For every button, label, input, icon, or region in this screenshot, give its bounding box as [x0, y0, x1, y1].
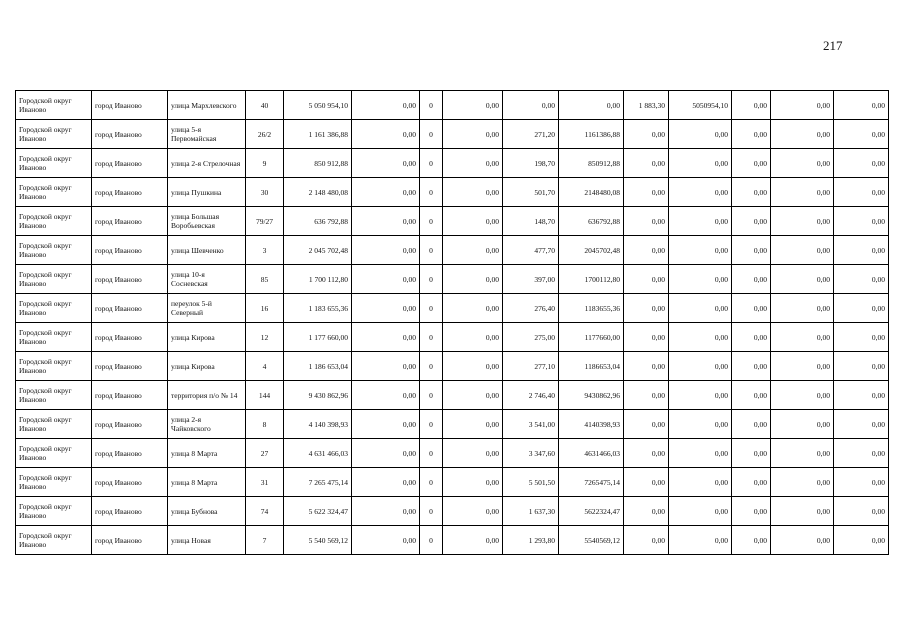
municipality-cell: Городской округ Иваново	[16, 468, 92, 497]
value-cell: 0,00	[771, 439, 834, 468]
settlement-cell: город Иваново	[92, 526, 168, 555]
value-cell: 0,00	[352, 410, 420, 439]
cost-cell: 0,00	[669, 323, 732, 352]
table-row	[16, 149, 889, 178]
value-cell: 0,00	[771, 410, 834, 439]
house-number-cell: 9	[246, 149, 284, 178]
municipality-cell: Городской округ Иваново	[16, 294, 92, 323]
value-cell: 0,00	[834, 468, 889, 497]
house-number-cell: 74	[246, 497, 284, 526]
value-cell: 0,00	[732, 468, 771, 497]
table-row	[16, 207, 889, 236]
table-row	[16, 468, 889, 497]
area-cell: 0,00	[624, 323, 669, 352]
table-row	[16, 352, 889, 381]
page-number: 217	[823, 38, 843, 53]
house-number-cell: 7	[246, 526, 284, 555]
value-cell: 0,00	[443, 294, 503, 323]
value-cell: 0,00	[352, 236, 420, 265]
area-cell: 0,00	[624, 294, 669, 323]
house-number-cell: 8	[246, 410, 284, 439]
area-cell: 477,70	[503, 236, 559, 265]
count-cell: 0	[420, 352, 443, 381]
value-cell: 0,00	[443, 323, 503, 352]
count-cell: 0	[420, 468, 443, 497]
value-cell: 0,00	[352, 265, 420, 294]
count-cell: 0	[420, 381, 443, 410]
municipality-cell: Городской округ Иваново	[16, 526, 92, 555]
cost-cell: 5050954,10	[669, 91, 732, 120]
count-cell: 0	[420, 91, 443, 120]
cost-cell: 0,00	[669, 410, 732, 439]
area-cell: 0,00	[624, 120, 669, 149]
value-cell: 0,00	[732, 120, 771, 149]
table-row	[16, 91, 889, 120]
area-cell: 0,00	[624, 149, 669, 178]
municipality-cell: Городской округ Иваново	[16, 149, 92, 178]
value-cell: 0,00	[443, 468, 503, 497]
cost-cell: 7265475,14	[559, 468, 624, 497]
area-cell: 501,70	[503, 178, 559, 207]
street-cell: улица Кирова	[168, 352, 246, 381]
value-cell: 0,00	[771, 120, 834, 149]
value-cell: 0,00	[834, 120, 889, 149]
value-cell: 0,00	[443, 352, 503, 381]
cost-cell: 636792,88	[559, 207, 624, 236]
cost-cell: 9430862,96	[559, 381, 624, 410]
value-cell: 0,00	[771, 468, 834, 497]
value-cell: 0,00	[352, 323, 420, 352]
cost-cell: 0,00	[669, 149, 732, 178]
area-cell: 0,00	[624, 236, 669, 265]
value-cell: 0,00	[771, 526, 834, 555]
table-row	[16, 323, 889, 352]
area-cell: 1 883,30	[624, 91, 669, 120]
value-cell: 0,00	[443, 207, 503, 236]
value-cell: 0,00	[834, 410, 889, 439]
table-row	[16, 294, 889, 323]
municipality-cell: Городской округ Иваново	[16, 91, 92, 120]
municipality-cell: Городской округ Иваново	[16, 265, 92, 294]
cost-cell: 1177660,00	[559, 323, 624, 352]
value-cell: 0,00	[443, 497, 503, 526]
value-cell: 0,00	[443, 149, 503, 178]
value-cell: 0,00	[352, 352, 420, 381]
value-cell: 0,00	[732, 497, 771, 526]
value-cell: 0,00	[443, 439, 503, 468]
municipality-cell: Городской округ Иваново	[16, 178, 92, 207]
value-cell: 0,00	[771, 149, 834, 178]
street-cell: улица 5-я Первомайская	[168, 120, 246, 149]
value-cell: 0,00	[443, 410, 503, 439]
value-cell: 0,00	[732, 526, 771, 555]
house-number-cell: 40	[246, 91, 284, 120]
cost-cell: 5622324,47	[559, 497, 624, 526]
area-cell: 0,00	[624, 178, 669, 207]
area-cell: 0,00	[624, 207, 669, 236]
area-cell: 0,00	[624, 265, 669, 294]
count-cell: 0	[420, 526, 443, 555]
area-cell: 3 541,00	[503, 410, 559, 439]
value-cell: 0,00	[352, 294, 420, 323]
area-cell: 0,00	[624, 381, 669, 410]
settlement-cell: город Иваново	[92, 91, 168, 120]
area-cell: 0,00	[503, 91, 559, 120]
municipality-cell: Городской округ Иваново	[16, 352, 92, 381]
area-cell: 0,00	[624, 468, 669, 497]
total-cost-cell: 5 050 954,10	[284, 91, 352, 120]
total-cost-cell: 9 430 862,96	[284, 381, 352, 410]
value-cell: 0,00	[443, 236, 503, 265]
cost-cell: 1161386,88	[559, 120, 624, 149]
value-cell: 0,00	[771, 265, 834, 294]
total-cost-cell: 1 700 112,80	[284, 265, 352, 294]
street-cell: улица 2-я Стрелочная	[168, 149, 246, 178]
count-cell: 0	[420, 149, 443, 178]
street-cell: переулок 5-й Северный	[168, 294, 246, 323]
area-cell: 0,00	[624, 352, 669, 381]
value-cell: 0,00	[834, 439, 889, 468]
area-cell: 275,00	[503, 323, 559, 352]
settlement-cell: город Иваново	[92, 236, 168, 265]
value-cell: 0,00	[352, 526, 420, 555]
value-cell: 0,00	[834, 207, 889, 236]
cost-cell: 0,00	[559, 91, 624, 120]
house-number-cell: 12	[246, 323, 284, 352]
street-cell: улица 8 Марта	[168, 468, 246, 497]
value-cell: 0,00	[834, 497, 889, 526]
house-number-cell: 27	[246, 439, 284, 468]
cost-cell: 0,00	[669, 120, 732, 149]
value-cell: 0,00	[732, 410, 771, 439]
cost-cell: 0,00	[669, 526, 732, 555]
cost-cell: 0,00	[669, 178, 732, 207]
area-cell: 5 501,50	[503, 468, 559, 497]
house-number-cell: 30	[246, 178, 284, 207]
area-cell: 0,00	[624, 497, 669, 526]
settlement-cell: город Иваново	[92, 120, 168, 149]
settlement-cell: город Иваново	[92, 468, 168, 497]
area-cell: 3 347,60	[503, 439, 559, 468]
area-cell: 277,10	[503, 352, 559, 381]
cost-cell: 1183655,36	[559, 294, 624, 323]
settlement-cell: город Иваново	[92, 265, 168, 294]
house-number-cell: 26/2	[246, 120, 284, 149]
municipality-cell: Городской округ Иваново	[16, 207, 92, 236]
total-cost-cell: 636 792,88	[284, 207, 352, 236]
house-number-cell: 85	[246, 265, 284, 294]
value-cell: 0,00	[352, 178, 420, 207]
settlement-cell: город Иваново	[92, 178, 168, 207]
value-cell: 0,00	[732, 352, 771, 381]
table-row	[16, 497, 889, 526]
count-cell: 0	[420, 236, 443, 265]
street-cell: улица Бубнова	[168, 497, 246, 526]
street-cell: улица 10-я Сосневская	[168, 265, 246, 294]
value-cell: 0,00	[732, 265, 771, 294]
settlement-cell: город Иваново	[92, 410, 168, 439]
house-number-cell: 4	[246, 352, 284, 381]
value-cell: 0,00	[771, 91, 834, 120]
value-cell: 0,00	[352, 120, 420, 149]
count-cell: 0	[420, 294, 443, 323]
municipality-cell: Городской округ Иваново	[16, 381, 92, 410]
area-cell: 198,70	[503, 149, 559, 178]
cost-cell: 850912,88	[559, 149, 624, 178]
value-cell: 0,00	[443, 91, 503, 120]
value-cell: 0,00	[352, 207, 420, 236]
street-cell: улица Мархлевского	[168, 91, 246, 120]
table-row	[16, 120, 889, 149]
cost-cell: 1700112,80	[559, 265, 624, 294]
settlement-cell: город Иваново	[92, 149, 168, 178]
settlement-cell: город Иваново	[92, 439, 168, 468]
street-cell: улица 8 Марта	[168, 439, 246, 468]
cost-cell: 4140398,93	[559, 410, 624, 439]
cost-cell: 0,00	[669, 381, 732, 410]
value-cell: 0,00	[771, 497, 834, 526]
house-number-cell: 16	[246, 294, 284, 323]
count-cell: 0	[420, 120, 443, 149]
value-cell: 0,00	[834, 381, 889, 410]
value-cell: 0,00	[771, 352, 834, 381]
value-cell: 0,00	[443, 178, 503, 207]
value-cell: 0,00	[443, 526, 503, 555]
value-cell: 0,00	[771, 294, 834, 323]
count-cell: 0	[420, 497, 443, 526]
street-cell: улица 2-я Чайковского	[168, 410, 246, 439]
total-cost-cell: 2 148 480,08	[284, 178, 352, 207]
cost-cell: 0,00	[669, 439, 732, 468]
total-cost-cell: 1 183 655,36	[284, 294, 352, 323]
street-cell: улица Новая	[168, 526, 246, 555]
settlement-cell: город Иваново	[92, 207, 168, 236]
municipality-cell: Городской округ Иваново	[16, 439, 92, 468]
total-cost-cell: 5 622 324,47	[284, 497, 352, 526]
settlement-cell: город Иваново	[92, 352, 168, 381]
count-cell: 0	[420, 323, 443, 352]
total-cost-cell: 5 540 569,12	[284, 526, 352, 555]
total-cost-cell: 7 265 475,14	[284, 468, 352, 497]
value-cell: 0,00	[732, 236, 771, 265]
municipality-cell: Городской округ Иваново	[16, 120, 92, 149]
area-cell: 1 293,80	[503, 526, 559, 555]
value-cell: 0,00	[771, 207, 834, 236]
settlement-cell: город Иваново	[92, 381, 168, 410]
cost-cell: 1186653,04	[559, 352, 624, 381]
value-cell: 0,00	[352, 381, 420, 410]
value-cell: 0,00	[443, 120, 503, 149]
cost-cell: 0,00	[669, 294, 732, 323]
cost-cell: 0,00	[669, 497, 732, 526]
area-cell: 0,00	[624, 410, 669, 439]
value-cell: 0,00	[771, 381, 834, 410]
cost-cell: 0,00	[669, 236, 732, 265]
area-cell: 1 637,30	[503, 497, 559, 526]
house-number-cell: 31	[246, 468, 284, 497]
municipality-cell: Городской округ Иваново	[16, 410, 92, 439]
value-cell: 0,00	[732, 439, 771, 468]
cost-cell: 2148480,08	[559, 178, 624, 207]
value-cell: 0,00	[352, 149, 420, 178]
street-cell: территория п/о № 14	[168, 381, 246, 410]
value-cell: 0,00	[352, 497, 420, 526]
value-cell: 0,00	[834, 91, 889, 120]
area-cell: 148,70	[503, 207, 559, 236]
value-cell: 0,00	[732, 323, 771, 352]
value-cell: 0,00	[834, 294, 889, 323]
street-cell: улица Шевченко	[168, 236, 246, 265]
settlement-cell: город Иваново	[92, 497, 168, 526]
house-number-cell: 79/27	[246, 207, 284, 236]
count-cell: 0	[420, 410, 443, 439]
table-body	[16, 91, 889, 555]
cost-cell: 5540569,12	[559, 526, 624, 555]
cost-cell: 0,00	[669, 265, 732, 294]
total-cost-cell: 4 140 398,93	[284, 410, 352, 439]
count-cell: 0	[420, 178, 443, 207]
table-row	[16, 265, 889, 294]
house-number-cell: 3	[246, 236, 284, 265]
value-cell: 0,00	[834, 178, 889, 207]
value-cell: 0,00	[834, 526, 889, 555]
value-cell: 0,00	[834, 323, 889, 352]
count-cell: 0	[420, 265, 443, 294]
cost-cell: 2045702,48	[559, 236, 624, 265]
value-cell: 0,00	[834, 265, 889, 294]
value-cell: 0,00	[834, 352, 889, 381]
municipality-cell: Городской округ Иваново	[16, 236, 92, 265]
area-cell: 0,00	[624, 526, 669, 555]
value-cell: 0,00	[352, 468, 420, 497]
municipality-cell: Городской округ Иваново	[16, 497, 92, 526]
settlement-cell: город Иваново	[92, 323, 168, 352]
total-cost-cell: 2 045 702,48	[284, 236, 352, 265]
table-row	[16, 410, 889, 439]
table-row	[16, 439, 889, 468]
table-row	[16, 178, 889, 207]
value-cell: 0,00	[771, 323, 834, 352]
table-row	[16, 381, 889, 410]
total-cost-cell: 1 186 653,04	[284, 352, 352, 381]
value-cell: 0,00	[732, 178, 771, 207]
value-cell: 0,00	[834, 149, 889, 178]
total-cost-cell: 4 631 466,03	[284, 439, 352, 468]
municipality-cell: Городской округ Иваново	[16, 323, 92, 352]
total-cost-cell: 1 177 660,00	[284, 323, 352, 352]
value-cell: 0,00	[834, 236, 889, 265]
value-cell: 0,00	[443, 381, 503, 410]
value-cell: 0,00	[732, 294, 771, 323]
table-row	[16, 526, 889, 555]
value-cell: 0,00	[732, 91, 771, 120]
value-cell: 0,00	[732, 149, 771, 178]
settlement-cell: город Иваново	[92, 294, 168, 323]
value-cell: 0,00	[443, 265, 503, 294]
area-cell: 271,20	[503, 120, 559, 149]
value-cell: 0,00	[352, 91, 420, 120]
value-cell: 0,00	[771, 236, 834, 265]
total-cost-cell: 1 161 386,88	[284, 120, 352, 149]
area-cell: 0,00	[624, 439, 669, 468]
area-cell: 2 746,40	[503, 381, 559, 410]
street-cell: улица Большая Воробьевская	[168, 207, 246, 236]
value-cell: 0,00	[732, 381, 771, 410]
area-cell: 276,40	[503, 294, 559, 323]
count-cell: 0	[420, 439, 443, 468]
cost-cell: 0,00	[669, 207, 732, 236]
table-row	[16, 236, 889, 265]
data-table	[15, 90, 889, 555]
street-cell: улица Кирова	[168, 323, 246, 352]
total-cost-cell: 850 912,88	[284, 149, 352, 178]
cost-cell: 4631466,03	[559, 439, 624, 468]
count-cell: 0	[420, 207, 443, 236]
value-cell: 0,00	[771, 178, 834, 207]
cost-cell: 0,00	[669, 468, 732, 497]
area-cell: 397,00	[503, 265, 559, 294]
value-cell: 0,00	[352, 439, 420, 468]
street-cell: улица Пушкина	[168, 178, 246, 207]
house-number-cell: 144	[246, 381, 284, 410]
value-cell: 0,00	[732, 207, 771, 236]
cost-cell: 0,00	[669, 352, 732, 381]
